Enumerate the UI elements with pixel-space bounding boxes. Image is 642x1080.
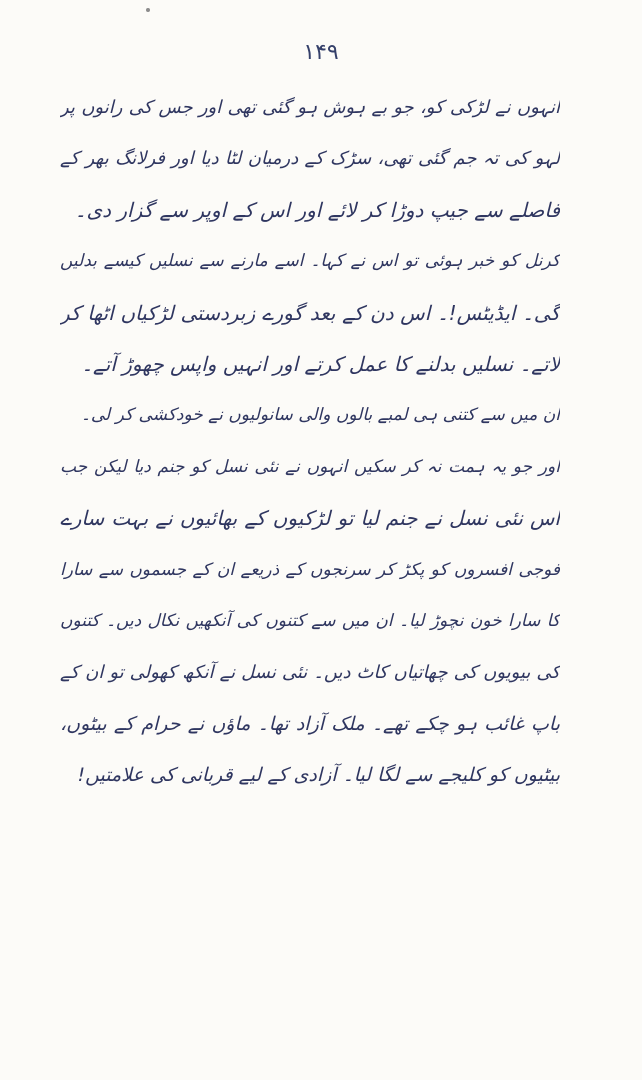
- text-line: کرنل کو خبر ہوئی تو اس نے کہا۔ اسے مارنے سے نسلیں کیسے بدلیں: [60, 251, 560, 272]
- body-text: [60, 82, 560, 801]
- text-line: باپ غائب ہو چکے تھے۔ ملک آزاد تھا۔ ماؤں نے حرام کے بیٹوں،: [60, 712, 560, 735]
- text-line: فاصلے سے جیپ دوڑا کر لائے اور اس کے اوپر سے گزار دی۔: [74, 197, 560, 222]
- text-line: اس نئی نسل نے جنم لیا تو لڑکیوں کے بھائیوں نے بہت سارے: [60, 506, 560, 531]
- text-line: ان میں سے کتنی ہی لمبے بالوں والی سانولیوں نے خودکشی کر لی۔: [80, 405, 560, 426]
- text-line: لاتے۔ نسلیں بدلنے کا عمل کرتے اور انہیں واپس چھوڑ آتے۔: [81, 351, 560, 376]
- text-line: کی بیویوں کی چھاتیاں کاٹ دیں۔ نئی نسل نے آنکھ کھولی تو ان کے: [60, 662, 560, 684]
- paper-speck: [146, 8, 150, 12]
- text-line: لہو کی تہ جم گئی تھی، سڑک کے درمیان لٹا دیا اور فرلانگ بھر کے: [60, 148, 560, 170]
- text-line: بیٹیوں کو کلیجے سے لگا لیا۔ آزادی کے لیے قربانی کی علامتیں!: [77, 764, 560, 787]
- page-number: ۱۴۹: [303, 40, 339, 65]
- text-line: اور جو یہ ہمت نہ کر سکیں انہوں نے نئی نسل کو جنم دیا لیکن جب: [60, 456, 560, 477]
- text-line: انہوں نے لڑکی کو، جو بے ہوش ہو گئی تھی اور جس کی رانوں پر: [60, 97, 560, 118]
- text-line: گی۔ ایڈیٹس!۔ اس دن کے بعد گورے زبردستی لڑکیاں اٹھا کر: [60, 300, 560, 325]
- text-line: فوجی افسروں کو پکڑ کر سرنجوں کے ذریعے ان کے جسموں سے سارا: [60, 559, 560, 580]
- text-line: کا سارا خون نچوڑ لیا۔ ان میں سے کتنوں کی آنکھیں نکال دیں۔ کتنوں: [60, 610, 560, 631]
